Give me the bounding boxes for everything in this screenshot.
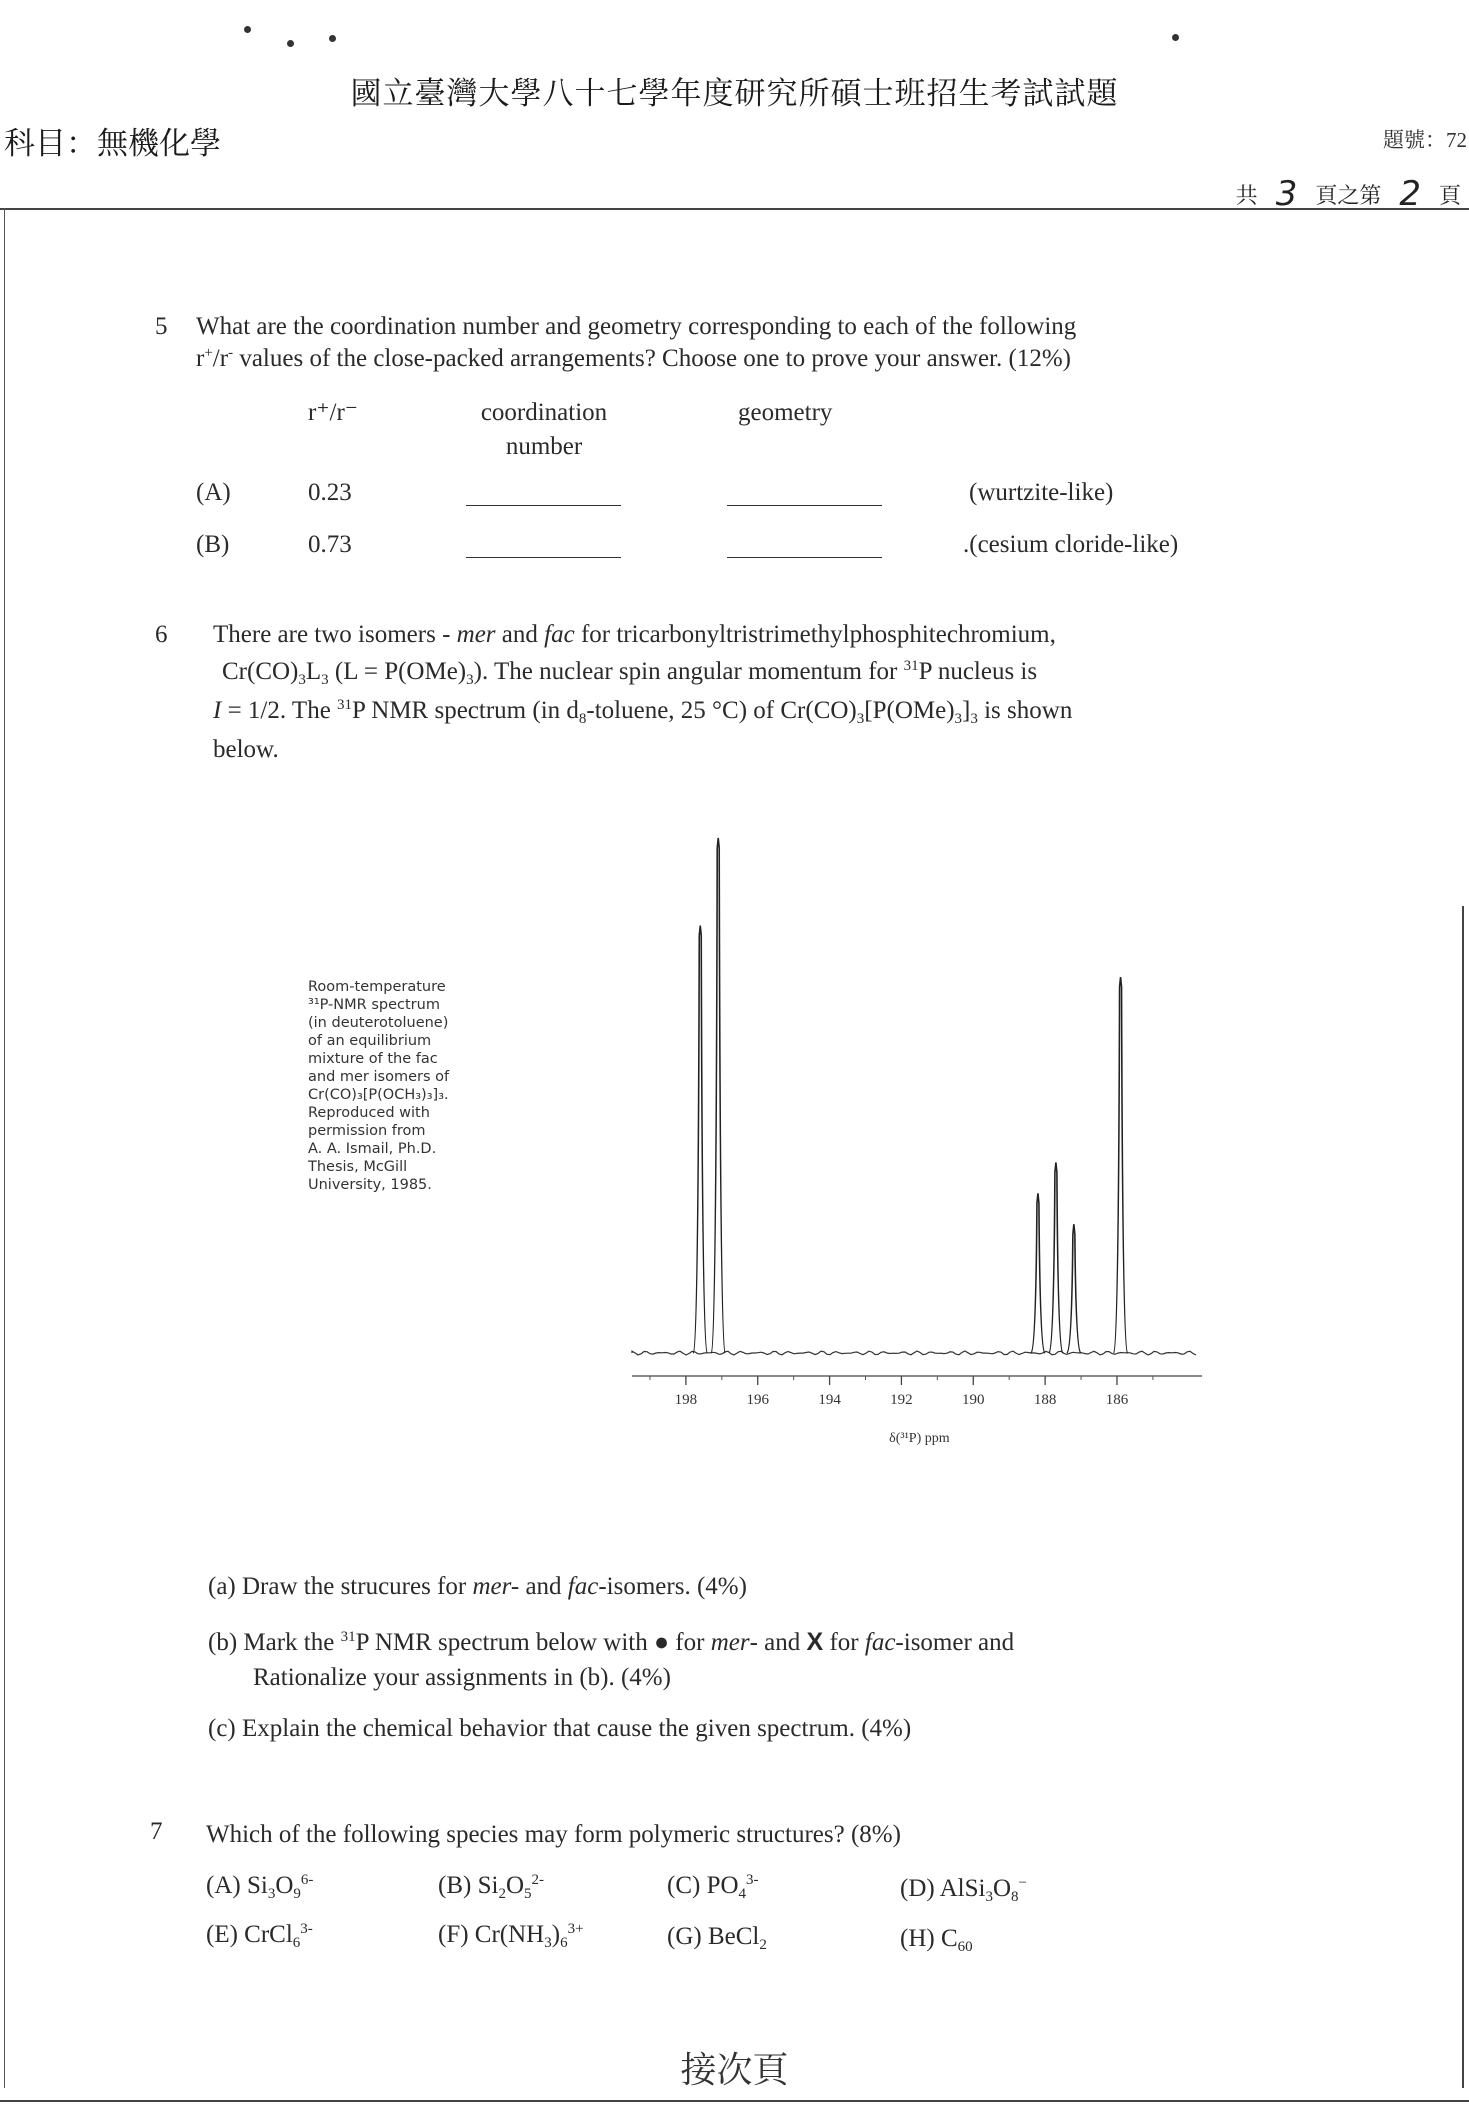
q7-option-b: [438, 1869, 544, 1903]
figure-caption: [308, 978, 498, 1194]
q6-l2-d: ). The nuclear spin angular momentum for: [473, 658, 904, 685]
opt-g-sub1: 2: [759, 1937, 767, 1953]
q6-sub-a-tail: -isomers. (4%): [598, 1573, 747, 1600]
q6-sub-a: [208, 1570, 747, 1604]
question-number: 題號：72: [1383, 128, 1467, 152]
opt-a-sub1: 3: [267, 1886, 276, 1902]
opt-e-sub1: 6: [292, 1935, 301, 1951]
footer-rule: [0, 2100, 1469, 2102]
q6-l3-f: is shown: [977, 697, 1073, 724]
q5-row-a-geom-blank[interactable]: [727, 505, 882, 506]
q7-option-c: [667, 1869, 759, 1903]
opt-b-sup: 2-: [531, 1872, 544, 1888]
opt-b-1: (B) Si: [438, 1872, 499, 1899]
q6-sub-b-x: X: [806, 1628, 824, 1656]
q6-sub-b-mer: mer: [710, 1629, 750, 1656]
q6-sub-a-text: (a) Draw the strucures for: [208, 1573, 473, 1600]
caption-line: Reproduced with: [308, 1105, 430, 1121]
q5-row-b-coord-blank[interactable]: [466, 557, 621, 558]
opt-c-sup: 3-: [746, 1872, 759, 1888]
caption-line: University, 1985.: [308, 1177, 432, 1193]
opt-d-sub2: 8: [1011, 1889, 1019, 1905]
spectrum-peak-2: [711, 838, 725, 1353]
q6-line1-b: for tricarbonyltristrimethylphosphitechromium,: [574, 621, 1056, 648]
opt-b-sub2: 5: [524, 1886, 532, 1902]
q5-row-a-note: (wurtzite-like): [969, 479, 1114, 506]
q7-number: 7: [150, 1818, 163, 1845]
caption-line: of an equilibrium: [308, 1033, 432, 1049]
opt-a-1: (A) Si: [206, 1872, 268, 1899]
q6-sup: 31: [337, 697, 353, 713]
q5-line2: r+/r- values of the close-packed arrangements? Choose one to prove your answer. (12%): [196, 345, 1071, 372]
q7-option-e: [206, 1918, 313, 1952]
q7-option-f: [438, 1918, 584, 1952]
q5-row-a-label: (A): [196, 479, 231, 506]
opt-a-sup: 6-: [300, 1872, 314, 1888]
spectrum-peak-3: [1031, 1193, 1045, 1353]
exam-title: 國立臺灣大學八十七學年度研究所碩士班招生考試試題: [350, 76, 1119, 111]
q7-option-g: [667, 1920, 767, 1954]
q6-l3-a: = 1/2. The: [221, 697, 338, 724]
opt-a-2: O: [275, 1872, 294, 1899]
q6-I: I: [213, 697, 222, 724]
q6-line1-a: There are two isomers -: [213, 621, 457, 648]
x-tick-label: 192: [890, 1392, 913, 1408]
page-info: [1236, 172, 1461, 212]
opt-f-sub2: 6: [560, 1935, 568, 1951]
opt-f-sup: 3+: [567, 1921, 584, 1937]
spectrum-peak-6: [1114, 977, 1128, 1353]
opt-f-sub1: 3: [544, 1935, 552, 1951]
opt-a-sub2: 9: [293, 1886, 301, 1902]
footer-continue: 接次頁: [680, 2050, 789, 2090]
opt-f-2: ): [551, 1921, 561, 1948]
opt-d-2: O: [992, 1875, 1011, 1902]
x-axis-label: δ(³¹P) ppm: [889, 1431, 950, 1446]
opt-b-sub1: 2: [498, 1886, 506, 1902]
q6-sub-b-6: -isomer and: [895, 1629, 1015, 1656]
spectrum-baseline: [632, 1351, 1196, 1355]
scan-speck: [244, 26, 251, 33]
opt-d-sub1: 3: [985, 1889, 993, 1905]
q6-l2-b: L: [305, 658, 322, 685]
q5-col-ratio: r⁺/r⁻: [308, 399, 358, 426]
q5-row-b-label: (B): [196, 531, 230, 558]
q5-row-b-note: .(cesium cloride-like): [963, 531, 1179, 558]
header-rule: [0, 208, 1469, 210]
x-tick-label: 190: [962, 1392, 985, 1408]
q5-col-coord-1: coordination: [480, 399, 608, 426]
q6-l2-e: P nucleus is: [918, 658, 1038, 685]
q6-number: 6: [155, 621, 168, 648]
q7-option-d: [900, 1872, 1027, 1906]
caption-line: Room-temperature: [308, 979, 446, 995]
opt-g-1: (G) BeCl: [667, 1923, 760, 1950]
q6-sup: 31: [340, 1629, 356, 1645]
caption-line: ³¹P-NMR spectrum: [308, 997, 440, 1013]
spectrum-peak-5: [1067, 1224, 1081, 1353]
q6-sub: 3: [466, 672, 474, 688]
x-tick-label: 194: [818, 1392, 841, 1408]
q6-sub-b-1: (b) Mark the: [208, 1629, 341, 1656]
opt-d-sup: −: [1018, 1875, 1027, 1891]
q5-col-coord-2: number: [505, 433, 583, 460]
q6-sub-b-fac: fac: [864, 1629, 896, 1656]
opt-d-1: (D) AlSi: [900, 1875, 986, 1902]
q5-line2-text: values of the close-packed arrangements? Choose one to prove your answer. (12%): [233, 345, 1071, 372]
q6-sub-a-fac: fac: [567, 1573, 599, 1600]
opt-f-1: (F) Cr(NH: [438, 1921, 545, 1948]
q6-sub-a-and: and: [519, 1573, 568, 1600]
q5-row-a-coord-blank[interactable]: [466, 505, 621, 506]
q6-sub-c: (c) Explain the chemical behavior that cause the given spectrum. (4%): [208, 1715, 912, 1742]
q6-sup: 31: [903, 658, 919, 674]
q6-l3-d: [P(OMe): [864, 697, 955, 724]
caption-line: Cr(CO)₃[P(OCH₃)₃]₃.: [308, 1087, 449, 1103]
page-current: 2: [1399, 174, 1421, 214]
q6-sub: 3: [298, 672, 306, 688]
q6-l2-c: (L = P(OMe): [328, 658, 467, 685]
q6-sub-b: [208, 1625, 1014, 1660]
right-border: [1462, 906, 1464, 2088]
q5-row-b-geom-blank[interactable]: [727, 557, 882, 558]
scan-speck: [329, 35, 336, 42]
q7-option-h: [900, 1922, 973, 1956]
x-tick-label: 198: [674, 1392, 698, 1408]
caption-line: (in deuterotoluene): [308, 1015, 449, 1031]
page-total-label: 共: [1235, 183, 1258, 208]
q6-l2-a: Cr(CO): [222, 658, 299, 685]
spectrum-peak-1: [693, 926, 707, 1353]
x-tick-label: 188: [1033, 1392, 1057, 1408]
q6-sub-b-5: for: [823, 1629, 865, 1656]
caption-line: and mer isomers of: [308, 1069, 450, 1085]
opt-b-2: O: [505, 1872, 524, 1899]
q6-line4: below.: [213, 736, 279, 763]
subject-label: 科目：無機化學: [4, 126, 221, 161]
page-total: 3: [1275, 174, 1298, 214]
opt-h-sub1: 60: [957, 1939, 973, 1955]
q5-col-geometry: geometry: [738, 399, 833, 426]
caption-line: permission from: [308, 1123, 426, 1139]
scan-speck: [1172, 34, 1179, 41]
q6-sub: 3: [954, 711, 963, 727]
caption-line: mixture of the fac: [308, 1051, 438, 1067]
q6-sub-b-line2: Rationalize your assignments in (b). (4%): [253, 1664, 671, 1691]
scan-speck: [287, 40, 294, 47]
x-tick-label: 186: [1105, 1392, 1129, 1408]
q7-option-a: [206, 1869, 313, 1903]
opt-e-sup: 3-: [300, 1921, 313, 1937]
page-suffix: 頁: [1438, 183, 1461, 208]
q6-line1: [213, 618, 1056, 652]
caption-line: Thesis, McGill: [308, 1159, 408, 1175]
q6-l3-c: -toluene, 25 °C) of Cr(CO): [586, 697, 857, 724]
q5-col-coord: [464, 396, 624, 464]
q6-and: and: [495, 621, 545, 648]
q6-mer: mer: [456, 621, 496, 648]
q5-line1: What are the coordination number and geometry corresponding to each of the following: [196, 313, 1077, 340]
q6-sub-b-3: - and: [749, 1629, 807, 1656]
q6-sub: 3: [321, 672, 329, 688]
q6-line2: [222, 655, 1037, 689]
q6-sub: 3: [856, 711, 865, 727]
q6-l3-b: P NMR spectrum (in d: [352, 697, 579, 724]
x-tick-label: 196: [746, 1392, 769, 1408]
q5-number: 5: [155, 313, 168, 340]
opt-c-sub1: 4: [738, 1886, 747, 1902]
q6-line3: [213, 694, 1072, 728]
q7-question: Which of the following species may form polymeric structures? (8%): [206, 1821, 901, 1848]
q6-sub-b-2: P NMR spectrum below with ● for: [355, 1629, 711, 1656]
opt-e-1: (E) CrCl: [206, 1921, 293, 1948]
q6-sub: 8: [578, 711, 587, 727]
q6-l3-e: ]: [962, 697, 971, 724]
nmr-spectrum-chart: [600, 820, 1220, 1460]
page-of-label: 頁之第: [1315, 183, 1382, 208]
left-border: [4, 208, 5, 2088]
caption-line: A. A. Ismail, Ph.D.: [308, 1141, 437, 1157]
q6-fac: fac: [544, 621, 575, 648]
spectrum-peak-4: [1049, 1162, 1063, 1353]
q5-row-a-value: 0.23: [308, 479, 352, 506]
q5-row-b-value: 0.73: [308, 531, 352, 558]
opt-c-1: (C) PO: [667, 1872, 739, 1899]
opt-h-1: (H) C: [900, 1925, 958, 1952]
q6-sub: 3: [970, 711, 978, 727]
q6-sub-a-mer: mer-: [472, 1573, 520, 1600]
